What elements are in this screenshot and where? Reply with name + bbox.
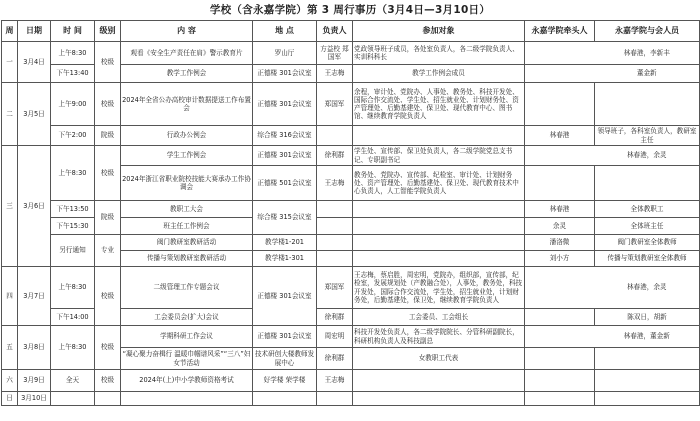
header-person: 负责人 [317, 21, 353, 42]
level-cell: 院级 [95, 126, 121, 146]
attendees-cell: 党政领导班子成员，各处室负责人，各二级学院负责人、实训科科长 [353, 42, 525, 65]
time-cell: 下午15:30 [51, 218, 95, 235]
lead-cell [525, 326, 595, 348]
schedule-table [1, 20, 700, 406]
content-cell: 2024年(上)中小学教师资格考试 [121, 370, 253, 392]
weekday-cell: 四 [2, 267, 18, 326]
level-cell: 校级 [95, 326, 121, 370]
lead-cell [525, 83, 595, 126]
attendees-cell [353, 251, 525, 267]
date-cell: 3月4日 [18, 42, 51, 83]
lead-cell [525, 166, 595, 201]
participants-cell: 林春港，董金新 [595, 326, 700, 348]
lead-cell [525, 65, 595, 83]
header-participants: 永嘉学院与会人员 [595, 21, 700, 42]
attendees-cell [353, 370, 525, 392]
attendees-cell [353, 218, 525, 235]
attendees-cell: 学生处、宣传部、保卫处负责人，各二级学院党总支书记、专职副书记 [353, 146, 525, 166]
attendees-cell: 王志梅，蔡启胜，周宏明，党院办，组织部，宣传部，纪检室，发展规划处（产教融合处），人事处，教务处，科技开发处，国际合作交流处，学生处，招生就业处，计划财务处，后勤基建处，保卫处，继续教育学院负责人 [353, 267, 525, 309]
participants-cell [595, 348, 700, 370]
person-cell: 徐利群 [317, 348, 353, 370]
participants-cell: 董金新 [595, 65, 700, 83]
header-row [2, 21, 700, 42]
person-cell: 郑国军 [317, 83, 353, 126]
place-cell: 正德楼 301会议室 [253, 267, 317, 326]
participants-cell: 全体班主任 [595, 218, 700, 235]
date-cell: 3月5日 [18, 83, 51, 146]
content-cell: 行政办公例会 [121, 126, 253, 146]
participants-cell [595, 392, 700, 406]
person-cell [317, 392, 353, 406]
date-cell: 3月6日 [18, 146, 51, 267]
place-cell: 技术研创大楼教师发展中心 [253, 348, 317, 370]
attendees-cell: 工会委员、工会组长 [353, 309, 525, 326]
table-row [2, 126, 700, 146]
date-cell: 3月10日 [18, 392, 51, 406]
time-cell: 上午8:30 [51, 42, 95, 65]
attendees-cell [353, 126, 525, 146]
content-cell: 学生工作例会 [121, 146, 253, 166]
date-cell: 3月9日 [18, 370, 51, 392]
time-cell: 下午14:00 [51, 309, 95, 326]
place-cell: 正德楼 301会议室 [253, 65, 317, 83]
place-cell: 罗山厅 [253, 42, 317, 65]
table-row [2, 201, 700, 218]
weekday-cell: 日 [2, 392, 18, 406]
place-cell: 正德楼 301会议室 [253, 326, 317, 348]
participants-cell: 传播与策划教研室全体教师 [595, 251, 700, 267]
level-cell: 校级 [95, 146, 121, 201]
content-cell: 传播与策划教研室教研活动 [121, 251, 253, 267]
lead-cell [525, 348, 595, 370]
participants-cell: 全体教职工 [595, 201, 700, 218]
content-cell [121, 392, 253, 406]
header-level: 级别 [95, 21, 121, 42]
attendees-cell [353, 392, 525, 406]
participants-cell: 林春港，余灵 [595, 267, 700, 309]
person-cell [317, 218, 353, 235]
content-cell: “凝心聚力奋楫行 温暖巾帼谱风采”“三八”妇女节活动 [121, 348, 253, 370]
level-cell: 校级 [95, 83, 121, 126]
person-cell: 周宏明 [317, 326, 353, 348]
participants-cell: 林春港，李新丰 [595, 42, 700, 65]
lead-cell [525, 146, 595, 166]
content-cell: 2024年全省公办高校审计数据提送工作布置会 [121, 83, 253, 126]
content-cell: 班主任工作例会 [121, 218, 253, 235]
participants-cell [595, 166, 700, 201]
level-cell [95, 392, 121, 406]
lead-cell [525, 370, 595, 392]
person-cell [317, 126, 353, 146]
place-cell [253, 392, 317, 406]
participants-cell: 陈双日，胡新 [595, 309, 700, 326]
place-cell: 正德楼 301会议室 [253, 146, 317, 166]
table-row [2, 370, 700, 392]
date-cell: 3月7日 [18, 267, 51, 326]
attendees-cell: 教学工作例会成员 [353, 65, 525, 83]
participants-cell: 林春港，余灵 [595, 146, 700, 166]
lead-cell: 余灵 [525, 218, 595, 235]
place-cell: 正德楼 501会议室 [253, 166, 317, 201]
person-cell: 徐利群 [317, 309, 353, 326]
content-cell: 工会委员会(扩大)会议 [121, 309, 253, 326]
weekday-cell: 六 [2, 370, 18, 392]
level-cell: 院级 [95, 201, 121, 235]
place-cell: 综合楼 316会议室 [253, 126, 317, 146]
level-cell: 专业 [95, 235, 121, 267]
place-cell: 正德楼 301会议室 [253, 83, 317, 126]
time-cell: 上午8:30 [51, 267, 95, 309]
place-cell: 教学楼1-301 [253, 251, 317, 267]
weekday-cell: 三 [2, 146, 18, 267]
person-cell: 王志梅 [317, 166, 353, 201]
table-row [2, 83, 700, 126]
place-cell: 教学楼1-201 [253, 235, 317, 251]
header-attendees: 参加对象 [353, 21, 525, 42]
page-title: 学校（含永嘉学院）第 3 周行事历（3月4日—3月10日） [209, 4, 491, 16]
weekday-cell: 五 [2, 326, 18, 370]
lead-cell: 林春港 [525, 126, 595, 146]
table-row [2, 146, 700, 166]
level-cell: 校级 [95, 370, 121, 392]
person-cell: 徐利群 [317, 146, 353, 166]
place-cell: 好学楼 荣学楼 [253, 370, 317, 392]
content-cell: 教学工作例会 [121, 65, 253, 83]
person-cell: 王志梅 [317, 370, 353, 392]
weekday-cell: 二 [2, 83, 18, 146]
header-time: 时 间 [51, 21, 95, 42]
person-cell [317, 251, 353, 267]
date-cell: 3月8日 [18, 326, 51, 370]
time-cell: 上午8:30 [51, 326, 95, 370]
header-content: 内 容 [121, 21, 253, 42]
content-cell: 阀门教研室教研活动 [121, 235, 253, 251]
time-cell: 另行通知 [51, 235, 95, 267]
person-cell: 郑国军 [317, 267, 353, 309]
attendees-cell [353, 201, 525, 218]
lead-cell: 刘小方 [525, 251, 595, 267]
attendees-cell: 科技开发处负责人，各二级学院院长、分管科研副院长，科研机构负责人及科技副总 [353, 326, 525, 348]
header-week: 周 [2, 21, 18, 42]
content-cell: 2024年浙江省职业院校技能大赛承办工作协调会 [121, 166, 253, 201]
header-place: 地 点 [253, 21, 317, 42]
time-cell: 下午13:50 [51, 201, 95, 218]
table-row [2, 392, 700, 406]
attendees-cell: 女教职工代表 [353, 348, 525, 370]
participants-cell: 阀门教研室全体教师 [595, 235, 700, 251]
table-row [2, 326, 700, 348]
time-cell [51, 392, 95, 406]
participants-cell: 领导班子，各科室负责人，教研室主任 [595, 126, 700, 146]
content-cell: 观看《安全生产责任在肩》警示教育片 [121, 42, 253, 65]
participants-cell [595, 370, 700, 392]
attendees-cell [353, 235, 525, 251]
person-cell [317, 235, 353, 251]
person-cell: 王志梅 [317, 65, 353, 83]
time-cell: 上午9:00 [51, 83, 95, 126]
lead-cell [525, 392, 595, 406]
content-cell: 二级管理工作专题会议 [121, 267, 253, 309]
content-cell: 教职工大会 [121, 201, 253, 218]
level-cell: 校级 [95, 42, 121, 83]
attendees-cell: 教务处、党院办、宣传部、纪检室、审计处、计划财务处、资产管理处、后勤基建处、保卫处、现代教育技术中心负责人，人工智能学院负责人 [353, 166, 525, 201]
content-cell: 学期科研工作会议 [121, 326, 253, 348]
time-cell: 上午8:30 [51, 146, 95, 201]
weekday-cell: 一 [2, 42, 18, 83]
lead-cell: 潘洛微 [525, 235, 595, 251]
participants-cell [595, 83, 700, 126]
table-row [2, 267, 700, 309]
attendees-cell: 余程，审计处、党院办、人事处、教务处、科技开发处、国际合作交流处、学生处、招生就业处、计划财务处、资产管理处、后勤基建处、保卫处、现代教育中心、图书馆、继续教育学院负责人 [353, 83, 525, 126]
lead-cell: 林春港 [525, 201, 595, 218]
table-row [2, 235, 700, 251]
lead-cell [525, 42, 595, 65]
header-lead: 永嘉学院牵头人 [525, 21, 595, 42]
level-cell: 校级 [95, 267, 121, 326]
lead-cell [525, 309, 595, 326]
place-cell: 综合楼 315会议室 [253, 201, 317, 235]
time-cell: 下午2:00 [51, 126, 95, 146]
time-cell: 全天 [51, 370, 95, 392]
time-cell: 下午13:40 [51, 65, 95, 83]
header-date: 日期 [18, 21, 51, 42]
person-cell: 方益校 郑国军 [317, 42, 353, 65]
lead-cell [525, 267, 595, 309]
table-row [2, 42, 700, 65]
person-cell [317, 201, 353, 218]
